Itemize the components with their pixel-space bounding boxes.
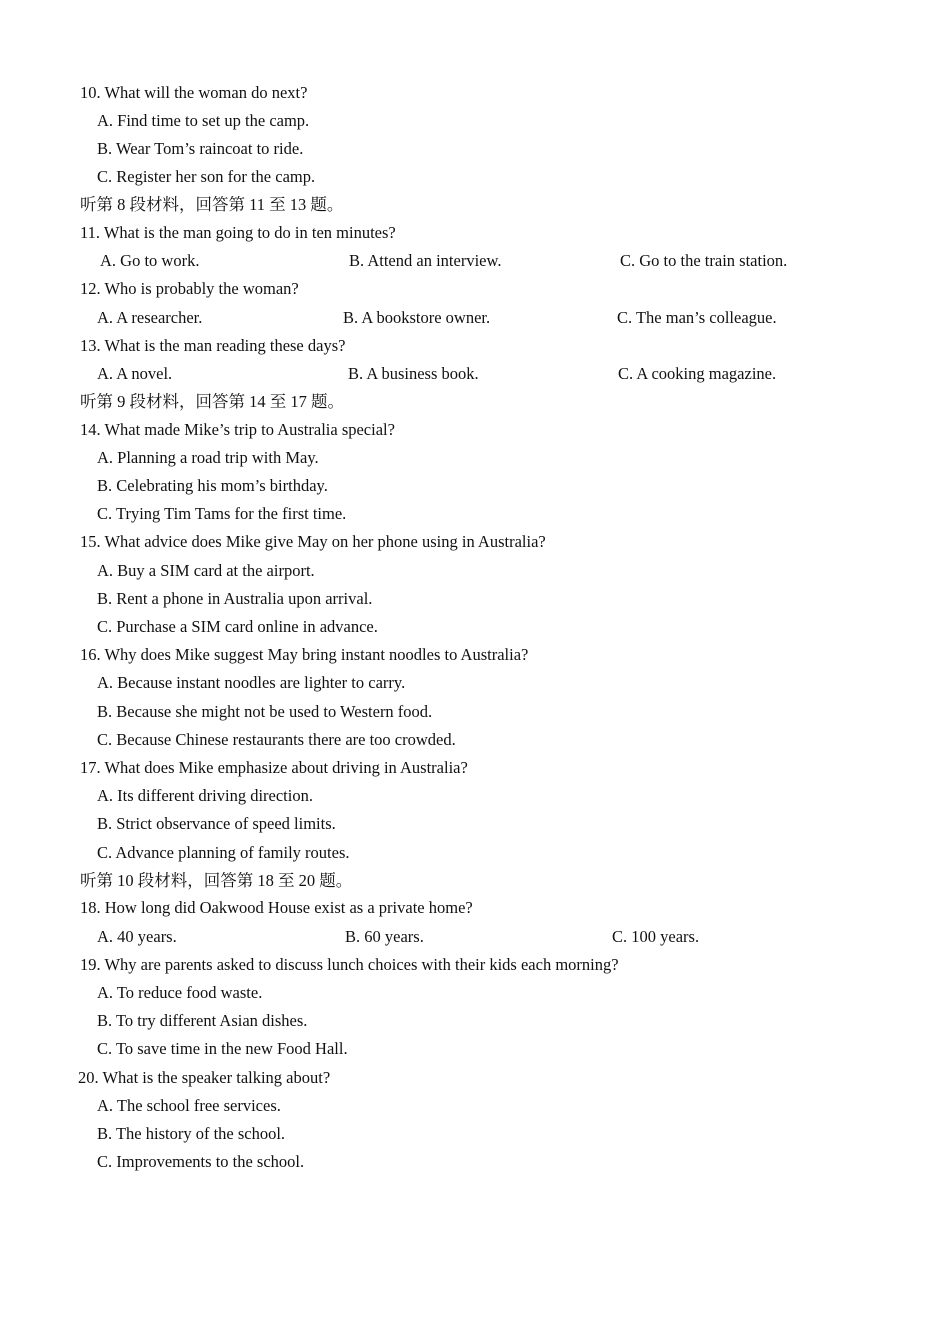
question-10-stem: 10. What will the woman do next? — [80, 83, 308, 102]
question-11-option-c: C. Go to the train station. — [620, 251, 788, 270]
question-12-option-b: B. A bookstore owner. — [343, 308, 491, 327]
question-17-option-b: B. Strict observance of speed limits. — [97, 814, 336, 833]
question-20-stem: 20. What is the speaker talking about? — [78, 1068, 331, 1087]
question-19-option-a: A. To reduce food waste. — [97, 983, 263, 1002]
question-14-stem: 14. What made Mike’s trip to Australia special? — [80, 420, 395, 439]
question-13-option-b: B. A business book. — [348, 364, 479, 383]
question-18-option-b: B. 60 years. — [345, 927, 424, 946]
question-18-option-c: C. 100 years. — [612, 927, 700, 946]
question-12-stem: 12. Who is probably the woman? — [80, 279, 299, 298]
question-20-option-a: A. The school free services. — [97, 1096, 281, 1115]
question-12-option-c: C. The man’s colleague. — [617, 308, 777, 327]
question-13-option-c: C. A cooking magazine. — [618, 364, 777, 383]
question-17-stem: 17. What does Mike emphasize about driving in Australia? — [80, 758, 468, 777]
question-11-option-a: A. Go to work. — [100, 251, 200, 270]
question-18-option-a: A. 40 years. — [97, 927, 177, 946]
question-20-option-c: C. Improvements to the school. — [97, 1152, 305, 1171]
question-14-option-b: B. Celebrating his mom’s birthday. — [97, 476, 328, 495]
question-17-option-a: A. Its different driving direction. — [97, 786, 313, 805]
question-16-stem: 16. Why does Mike suggest May bring instant noodles to Australia? — [80, 645, 529, 664]
question-19-stem: 19. Why are parents asked to discuss lunch choices with their kids each morning? — [80, 955, 619, 974]
question-18-stem: 18. How long did Oakwood House exist as a private home? — [80, 898, 473, 917]
question-10-option-b: B. Wear Tom’s raincoat to ride. — [97, 139, 304, 158]
section-10-instruction: 听第 10 段材料，回答第 18 至 20 题。 — [80, 871, 353, 890]
question-16-option-a: A. Because instant noodles are lighter to carry. — [97, 673, 406, 692]
question-12-option-a: A. A researcher. — [97, 308, 203, 327]
question-13-stem: 13. What is the man reading these days? — [80, 336, 346, 355]
question-15-option-b: B. Rent a phone in Australia upon arrival. — [97, 589, 373, 608]
question-13-option-a: A. A novel. — [97, 364, 173, 383]
question-11-option-b: B. Attend an interview. — [349, 251, 502, 270]
question-14-option-a: A. Planning a road trip with May. — [97, 448, 319, 467]
question-20-option-b: B. The history of the school. — [97, 1124, 286, 1143]
section-9-instruction: 听第 9 段材料，回答第 14 至 17 题。 — [80, 392, 344, 411]
question-10-option-c: C. Register her son for the camp. — [97, 167, 316, 186]
question-19-option-b: B. To try different Asian dishes. — [97, 1011, 308, 1030]
question-16-option-c: C. Because Chinese restaurants there are too crowded. — [97, 730, 456, 749]
question-11-stem: 11. What is the man going to do in ten minutes? — [80, 223, 396, 242]
question-14-option-c: C. Trying Tim Tams for the first time. — [97, 504, 347, 523]
section-8-instruction: 听第 8 段材料，回答第 11 至 13 题。 — [80, 195, 344, 214]
question-19-option-c: C. To save time in the new Food Hall. — [97, 1039, 348, 1058]
question-15-option-a: A. Buy a SIM card at the airport. — [97, 561, 315, 580]
question-15-option-c: C. Purchase a SIM card online in advance. — [97, 617, 378, 636]
question-15-stem: 15. What advice does Mike give May on her phone using in Australia? — [80, 532, 546, 551]
question-17-option-c: C. Advance planning of family routes. — [97, 843, 350, 862]
question-16-option-b: B. Because she might not be used to Western food. — [97, 702, 433, 721]
question-10-option-a: A. Find time to set up the camp. — [97, 111, 310, 130]
